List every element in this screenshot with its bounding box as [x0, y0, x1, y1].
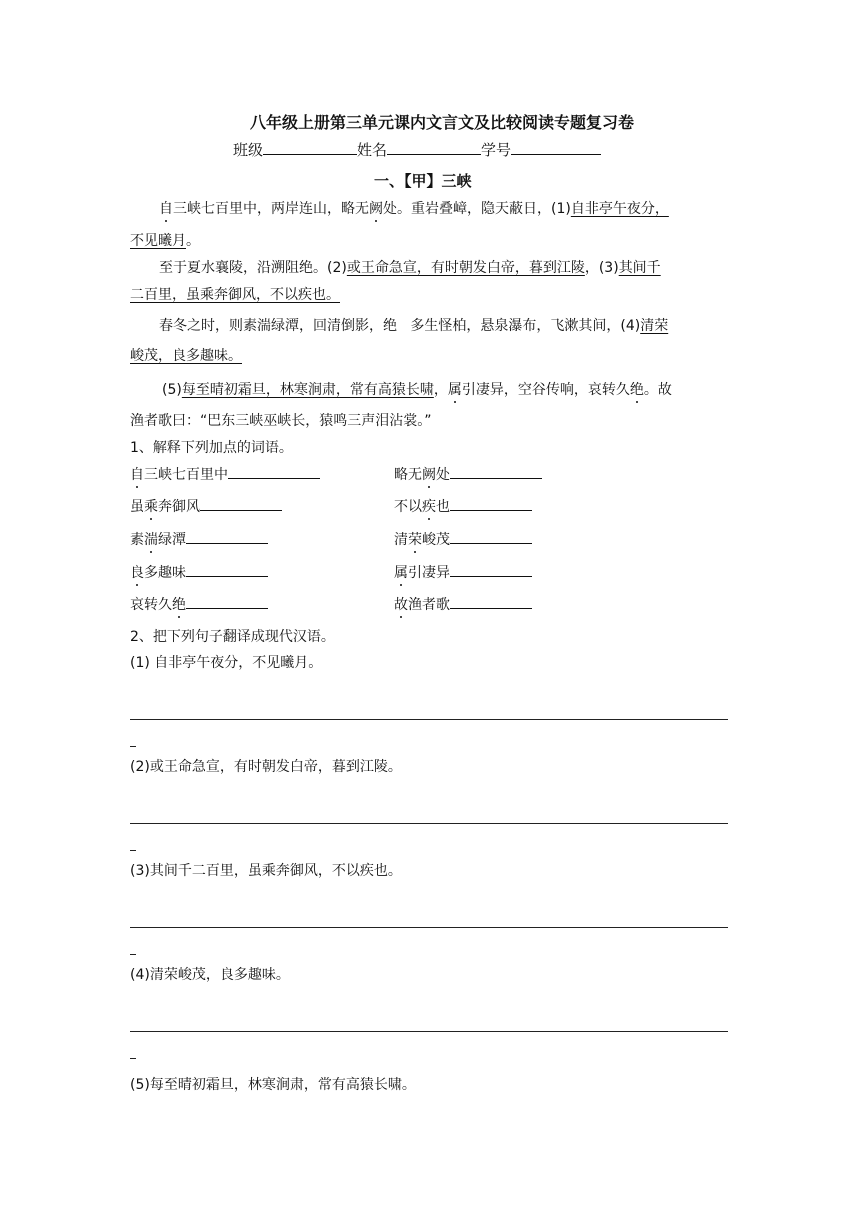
q1-item: 良多趣味: [130, 562, 268, 583]
passage-p3-line2: 峻茂，良多趣味。: [130, 348, 242, 364]
q1-item: 故渔者歌: [394, 594, 532, 615]
answer-line-tail: [130, 850, 136, 851]
name-label: 姓名: [357, 141, 388, 159]
q1-item: 不以疾也: [394, 496, 532, 517]
passage-p1-line1: 自三峡七百里中，两岸连山，略无阙处。重岩叠嶂，隐天蔽日，(1)自非亭午夜分，: [159, 201, 669, 217]
answer-line-tail: [130, 746, 136, 747]
student-info-line: [233, 140, 601, 160]
section-heading: 一、【甲】三峡: [374, 172, 472, 190]
answer-blank[interactable]: [450, 594, 532, 609]
number-field[interactable]: [511, 140, 601, 155]
passage-p2-line1: 至于夏水襄陵，沿溯阻绝。(2)或王命急宣，有时朝发白帝，暮到江陵，(3)其间千: [159, 260, 661, 276]
q2-sentence: (3)其间千二百里，虽乘奔御风，不以疾也。: [130, 863, 402, 879]
answer-line[interactable]: [130, 719, 728, 720]
passage-p1-line2: 不见曦月。: [130, 233, 200, 249]
q2-prompt: 2、把下列句子翻译成现代汉语。: [130, 629, 335, 645]
q1-item: 哀转久绝: [130, 594, 268, 615]
answer-blank[interactable]: [228, 464, 320, 479]
q1-item: 清荣峻茂: [394, 529, 532, 550]
q2-sentence: (1) 自非亭午夜分，不见曦月。: [130, 655, 323, 671]
name-field[interactable]: [387, 140, 481, 155]
answer-line-tail: [130, 954, 136, 955]
class-label: 班级: [233, 141, 264, 159]
q1-prompt: 1、解释下列加点的词语。: [130, 440, 293, 456]
answer-blank[interactable]: [450, 464, 542, 479]
q1-item: 属引凄异: [394, 562, 532, 583]
answer-blank[interactable]: [450, 529, 532, 544]
q1-item: 自三峡七百里中: [130, 464, 320, 485]
answer-line[interactable]: [130, 823, 728, 824]
answer-blank[interactable]: [186, 529, 268, 544]
passage-p4-line2: 渔者歌曰：“巴东三峡巫峡长，猿鸣三声泪沾裳。”: [130, 413, 432, 429]
answer-blank[interactable]: [450, 562, 532, 577]
answer-blank[interactable]: [186, 562, 268, 577]
q2-sentence: (2)或王命急宣，有时朝发白帝，暮到江陵。: [130, 759, 402, 775]
q2-sentence: (4)清荣峻茂，良多趣味。: [130, 967, 290, 983]
passage-p4-line1: (5)每至晴初霜旦，林寒涧肃，常有高猿长啸，属引凄异，空谷传响，哀转久绝。故: [162, 382, 672, 398]
q2-sentence: (5)每至晴初霜旦，林寒涧肃，常有高猿长啸。: [130, 1077, 416, 1093]
answer-line[interactable]: [130, 1031, 728, 1032]
answer-blank[interactable]: [450, 496, 532, 511]
class-field[interactable]: [263, 140, 357, 155]
q1-item: 略无阙处: [394, 464, 542, 485]
page-title: 八年级上册第三单元课内文言文及比较阅读专题复习卷: [250, 113, 635, 132]
answer-blank[interactable]: [186, 594, 268, 609]
q1-item: 虽乘奔御风: [130, 496, 282, 517]
answer-blank[interactable]: [200, 496, 282, 511]
answer-line-tail: [130, 1058, 136, 1059]
passage-p2-line2: 二百里，虽乘奔御风，不以疾也。: [130, 287, 340, 303]
answer-line[interactable]: [130, 927, 728, 928]
number-label: 学号: [481, 141, 512, 159]
passage-p3-line1: 春冬之时，则素湍绿潭，回清倒影，绝 多生怪柏，悬泉瀑布，飞漱其间，(4)清荣: [159, 318, 669, 334]
q1-item: 素湍绿潭: [130, 529, 268, 550]
